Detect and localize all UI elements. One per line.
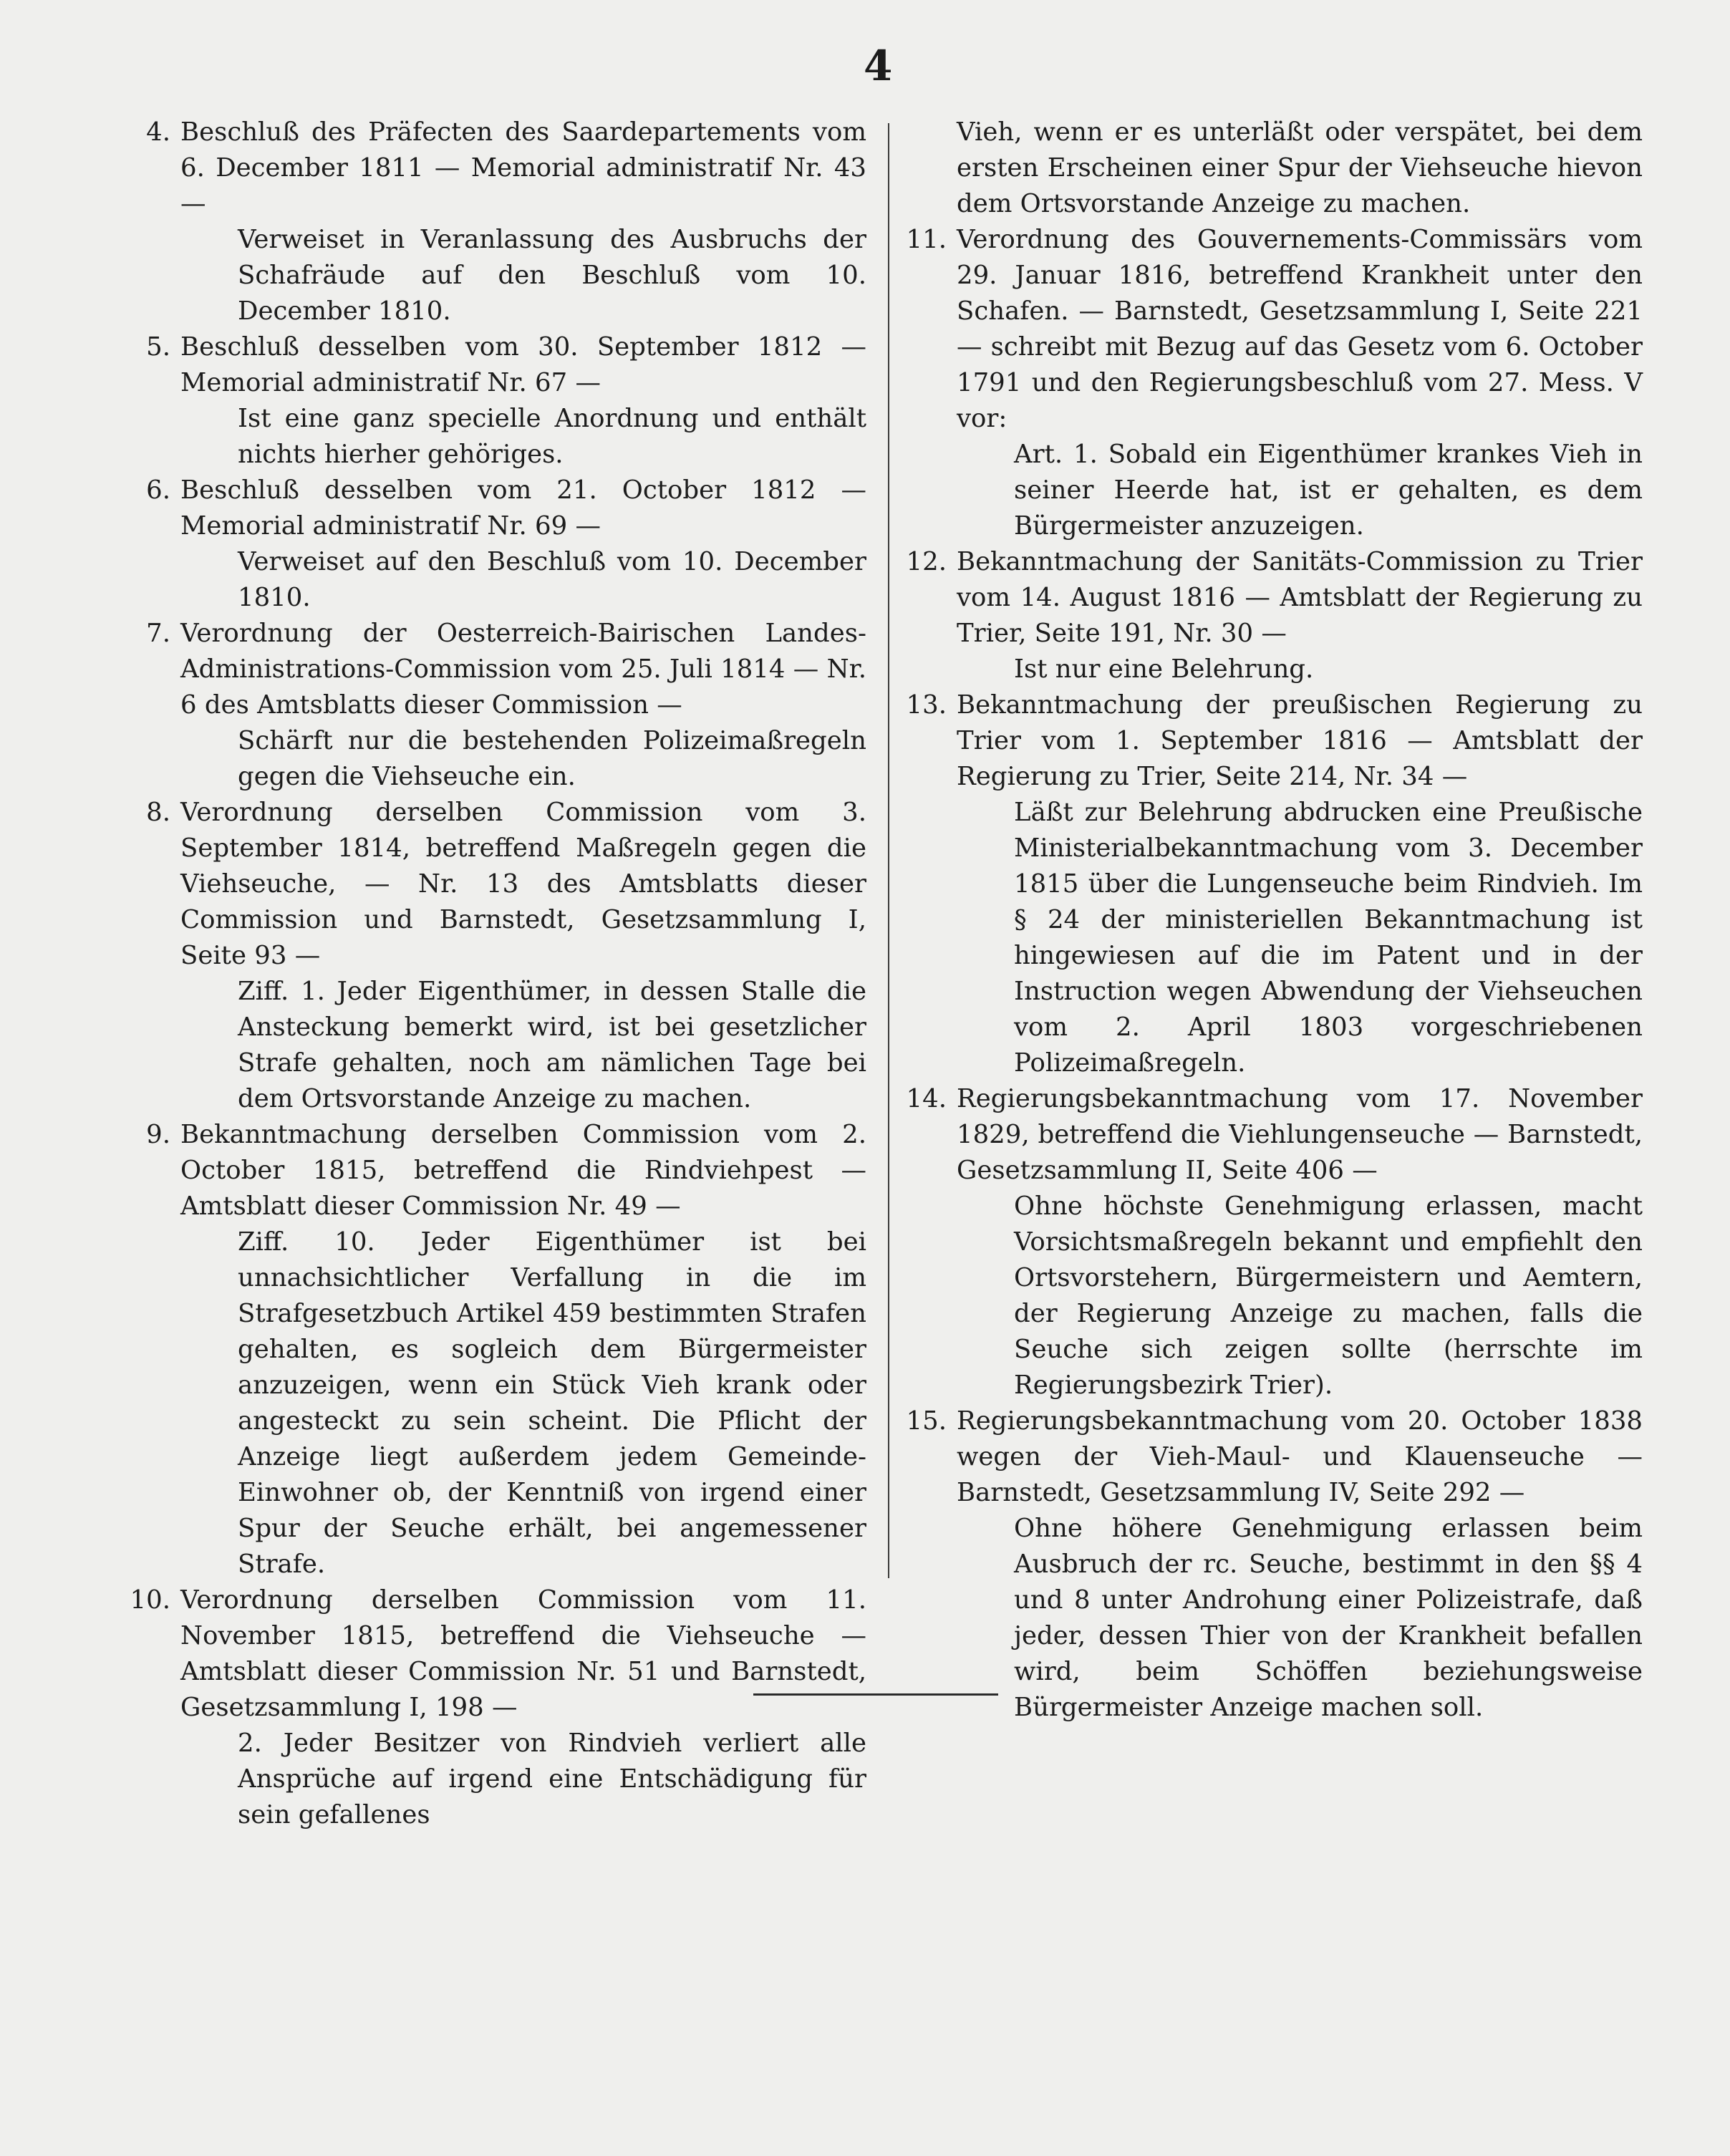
entry-body: Ohne höhere Genehmigung erlassen beim Ausbruch der rc. Seuche, bestimmt in den §§ 4 und 8 unter Androhung einer Polizeistrafe, daß jeder, dessen Thier von der Krankheit befallen wird, beim Schöffen beziehungsweise Bürgermeister Anzeige machen soll. xyxy=(1014,1514,1643,1722)
column-divider xyxy=(888,123,889,1578)
entry-heading: Regierungsbekanntmachung vom 17. November 1829, betreffend die Viehlungenseuche — Barnstedt, Gesetzsammlung II, Seite 406 — xyxy=(957,1084,1643,1185)
entry-body: Ist eine ganz specielle Anordnung und enthält nichts hierher gehöriges. xyxy=(238,404,866,469)
entry-body: 2. Jeder Besitzer von Rindvieh verliert alle Ansprüche auf irgend eine Entschädigung für sein gefallenes xyxy=(238,1729,866,1829)
entry-heading: Verordnung der Oesterreich-Bairischen Landes-Administrations-Commission vom 25. Juli 1814 — Nr. 6 des Amtsblatts dieser Commission — xyxy=(180,619,866,720)
entry-8 xyxy=(129,795,866,1117)
entry-number: 4. xyxy=(146,117,170,147)
entry-body: Verweiset auf den Beschluß vom 10. December 1810. xyxy=(238,547,866,612)
entry-number: 13. xyxy=(906,690,947,720)
entry-number: 10. xyxy=(130,1585,170,1615)
entry-body: Ziff. 1. Jeder Eigenthümer, in dessen Stalle die Ansteckung bemerkt wird, ist bei gesetzlicher Strafe gehalten, noch am nämlichen Tage bei dem Ortsvorstande Anzeige zu machen. xyxy=(238,977,866,1113)
entry-14 xyxy=(905,1081,1643,1403)
entry-12 xyxy=(905,544,1643,687)
page-number: 4 xyxy=(864,42,893,90)
entry-5 xyxy=(129,329,866,473)
entry-heading: Beschluß des Präfecten des Saardepartements vom 6. December 1811 — Memorial administratif Nr. 43 — xyxy=(180,117,866,218)
entry-number: 12. xyxy=(906,547,947,576)
entry-heading: Bekanntmachung der preußischen Regierung zu Trier vom 1. September 1816 — Amtsblatt der Regierung zu Trier, Seite 214, Nr. 34 — xyxy=(957,690,1643,791)
entry-heading: Bekanntmachung derselben Commission vom 2. October 1815, betreffend die Rindviehpest — Amtsblatt dieser Commission Nr. 49 — xyxy=(180,1120,866,1221)
entry-body: Ist nur eine Belehrung. xyxy=(1014,654,1314,684)
left-column xyxy=(129,115,866,1833)
entry-body: Verweiset in Veranlassung des Ausbruchs der Schafräude auf den Beschluß vom 10. December 1810. xyxy=(238,225,866,326)
entry-heading: Beschluß desselben vom 30. September 1812 — Memorial administratif Nr. 67 — xyxy=(180,332,866,397)
right-column xyxy=(905,115,1643,1726)
entry-10 xyxy=(129,1582,866,1833)
entry-15 xyxy=(905,1403,1643,1726)
entry-7 xyxy=(129,616,866,795)
entry-body: Art. 1. Sobald ein Eigenthümer krankes Vieh in seiner Heerde hat, ist er gehalten, es dem Bürgermeister anzuzeigen. xyxy=(1014,440,1643,541)
entry-heading: Verordnung derselben Commission vom 11. November 1815, betreffend die Viehseuche — Amtsblatt dieser Commission Nr. 51 und Barnstedt, Gesetzsammlung I, 198 — xyxy=(180,1585,866,1722)
entry-heading: Verordnung derselben Commission vom 3. September 1814, betreffend Maßregeln gegen die Viehseuche, — Nr. 13 des Amtsblatts dieser Commission und Barnstedt, Gesetzsammlung I, Seite 93 — xyxy=(180,798,866,970)
entry-heading: Bekanntmachung der Sanitäts-Commission zu Trier vom 14. August 1816 — Amtsblatt der Regierung zu Trier, Seite 191, Nr. 30 — xyxy=(957,547,1643,648)
entry-9 xyxy=(129,1117,866,1582)
entry-4 xyxy=(129,115,866,329)
entry-number: 11. xyxy=(906,225,947,254)
entry-number: 6. xyxy=(146,475,170,505)
entry-number: 8. xyxy=(146,798,170,827)
entry-13 xyxy=(905,687,1643,1081)
entry-11 xyxy=(905,222,1643,544)
entry-number: 5. xyxy=(146,332,170,362)
entry-heading: Regierungsbekanntmachung vom 20. October 1838 wegen der Vieh-Maul- und Klauenseuche — Barnstedt, Gesetzsammlung IV, Seite 292 — xyxy=(957,1406,1643,1507)
entry-heading: Verordnung des Gouvernements-Commissärs vom 29. Januar 1816, betreffend Krankheit unter den Schafen. — Barnstedt, Gesetzsammlung I, Seite 221 — schreibt mit Bezug auf das Gesetz vom 6. October 1791 und den Regierungsbeschluß vom 27. Mess. V vor: xyxy=(957,225,1643,433)
entry-body: Ziff. 10. Jeder Eigenthümer ist bei unnachsichtlicher Verfallung in die im Strafgesetzbuch Artikel 459 bestimmten Strafen gehalten, es sogleich dem Bürgermeister anzuzeigen, wenn ein Stück Vieh krank oder angesteckt zu sein scheint. Die Pflicht der Anzeige liegt außerdem jedem Gemeinde-Einwohner ob, der Kenntniß von irgend einer Spur der Seuche erhält, bei angemessener Strafe. xyxy=(238,1227,866,1579)
entry-number: 9. xyxy=(146,1120,170,1149)
entry-heading: Beschluß desselben vom 21. October 1812 — Memorial administratif Nr. 69 — xyxy=(180,475,866,541)
entry-body: Läßt zur Belehrung abdrucken eine Preußische Ministerialbekanntmachung vom 3. December 1815 über die Lungenseuche beim Rindvieh. Im § 24 der ministeriellen Bekanntmachung ist hingewiesen auf die im Patent und in der Instruction wegen Abwendung der Viehseuchen vom 2. April 1803 vorgeschriebenen Polizeimaßregeln. xyxy=(1014,798,1643,1078)
entry-6 xyxy=(129,473,866,616)
entry-number: 14. xyxy=(906,1084,947,1113)
entry-body: Schärft nur die bestehenden Polizeimaßregeln gegen die Viehseuche ein. xyxy=(238,726,866,791)
entry-body: Ohne höchste Genehmigung erlassen, macht Vorsichtsmaßregeln bekannt und empfiehlt den Ortsvorstehern, Bürgermeistern und Aemtern, der Regierung Anzeige zu machen, falls die Seuche sich zeigen sollte (herrschte im Regierungsbezirk Trier). xyxy=(1014,1191,1643,1400)
entry-10-continuation: Vieh, wenn er es unterläßt oder verspätet, bei dem ersten Erscheinen einer Spur der Viehseuche hievon dem Ortsvorstande Anzeige zu machen. xyxy=(957,117,1643,218)
footer-rule xyxy=(753,1693,998,1696)
entry-number: 15. xyxy=(906,1406,947,1436)
entry-number: 7. xyxy=(146,619,170,648)
